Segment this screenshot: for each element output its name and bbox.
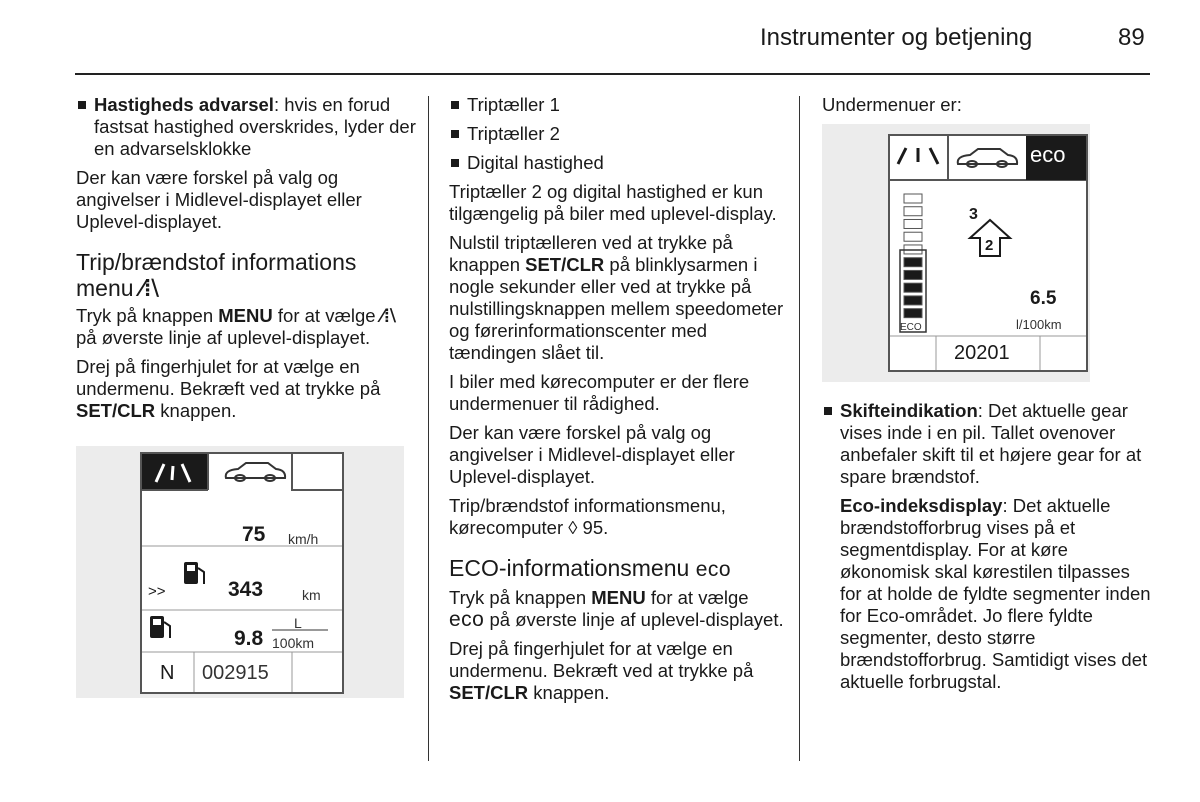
eco-tab-label: eco [1030, 142, 1066, 167]
paragraph-eco-index: Eco-indeksdisplay: Det aktuelle brændstofforbrug vises på et segmentdisplay. For at køre økonomisk skal kørestilen tilpasses for at holde de fyldte segmenter inden for Eco-området. Jo flere fyldte segmenter, desto større brændstofforbrug. Samtidigt vises det aktuelle forbrugstal. [840, 495, 1151, 692]
trip-display-graphic [142, 454, 342, 692]
fuel-pump-icon [184, 562, 204, 584]
column-2 [449, 94, 784, 711]
speed-unit: km/h [288, 531, 319, 547]
consumption-unit-top: L [294, 615, 302, 631]
eco-segment-bar [904, 194, 922, 318]
eco-display-screen [888, 134, 1088, 372]
fuel-pump-icon [150, 616, 170, 638]
range-unit: km [302, 587, 321, 603]
page-number: 89 [1118, 24, 1145, 51]
car-icon [958, 149, 1017, 167]
paragraph: I biler med kørecomputer er der flere undermenuer til rådighed. [449, 371, 750, 414]
bullet-speed-warning [76, 94, 416, 160]
column-divider-2 [799, 96, 800, 761]
list-item: Digital hastighed [449, 152, 784, 174]
paragraph: Der kan være forskel på valg og angivelser i Midlevel-displayet eller Uplevel-displayet. [76, 167, 362, 232]
eco-segment-empty [904, 207, 922, 216]
trip-display-screen [140, 452, 344, 694]
bullet-shift-indication: Skifteindikation: Det aktuelle gear vises inde i en pil. Tallet ovenover anbefaler skift til et højere gear for at spare brændstof. [822, 400, 1152, 488]
figure-eco-display [822, 124, 1090, 382]
speed-value: 75 [242, 523, 266, 546]
bullet-text: : hvis en forud fastsat hastighed overskrides, lyder der en advarselsklokke [94, 94, 416, 159]
paragraph: Triptæller 2 og digital hastighed er kun tilgængelig på biler med uplevel-display. [449, 181, 777, 224]
paragraph: Drej på fingerhjulet for at vælge en undermenu. Bekræft ved at trykke på SET/CLR knappen. [449, 638, 754, 703]
eco-symbol: eco [449, 608, 485, 631]
odometer-value: 002915 [202, 662, 269, 684]
column-1 [76, 94, 416, 698]
list-item: Triptæller 2 [449, 123, 784, 145]
section-heading-trip: Trip/brændstof informations menu ⁄⁞⧵ [76, 249, 357, 301]
eco-segment-filled [904, 270, 922, 279]
paragraph: Drej på fingerhjulet for at vælge en undermenu. Bekræft ved at trykke på SET/CLR knappen. [76, 356, 381, 421]
cross-reference: Trip/brændstof informationsmenu, kørecomputer ◊ 95. [449, 495, 726, 538]
eco-segment-filled [904, 296, 922, 305]
column-3 [822, 94, 1152, 700]
figure-trip-display [76, 446, 404, 698]
eco-segment-empty [904, 232, 922, 241]
section-heading-eco: ECO-informationsmenu eco [449, 555, 732, 581]
trip-menu-symbol: ⁄⁞⧵ [380, 305, 396, 326]
current-gear: 2 [985, 237, 994, 254]
eco-segment-filled [904, 258, 922, 267]
range-value: 343 [228, 578, 264, 601]
consumption-unit-bottom: 100km [272, 635, 315, 651]
recommended-gear: 3 [969, 206, 978, 223]
range-prefix: >> [148, 583, 166, 600]
eco-segment-empty [904, 219, 922, 228]
car-icon [226, 463, 285, 481]
trip-menu-symbol: ⁄⁞⧵ [139, 275, 159, 301]
paragraph: Der kan være forskel på valg og angivelser i Midlevel-displayet eller Uplevel-displayet. [449, 422, 735, 487]
header-divider [75, 73, 1150, 75]
eco-symbol: eco [695, 558, 732, 581]
paragraph: Tryk på knappen MENU for at vælge ⁄⁞⧵ på øverste linje af uplevel-displayet. [76, 305, 396, 348]
eco-segment-filled [904, 283, 922, 292]
paragraph: Tryk på knappen MENU for at vælge eco på øverste linje af uplevel-displayet. [449, 587, 784, 631]
eco-consumption-unit: l/100km [1016, 317, 1062, 332]
paragraph: Nulstil triptælleren ved at trykke på knappen SET/CLR på blinklysarmen i nogle sekunder eller ved at trykke på nulstillingsknappen mellem speedometer og førerinformationscenter med tændingen slået til. [449, 232, 784, 363]
eco-area-label: ECO [900, 322, 922, 333]
gear-indicator: N [160, 662, 175, 684]
bullet-term: Hastigheds advarsel [94, 94, 274, 115]
eco-segment-empty [904, 194, 922, 203]
column-divider-1 [428, 96, 429, 761]
list-item: Triptæller 1 [449, 94, 784, 116]
consumption-value: 9.8 [234, 627, 264, 650]
eco-odometer-value: 20201 [954, 342, 1010, 364]
page-header-title: Instrumenter og betjening [760, 24, 1033, 51]
eco-consumption-value: 6.5 [1030, 288, 1057, 309]
paragraph: Undermenuer er: [822, 94, 962, 115]
